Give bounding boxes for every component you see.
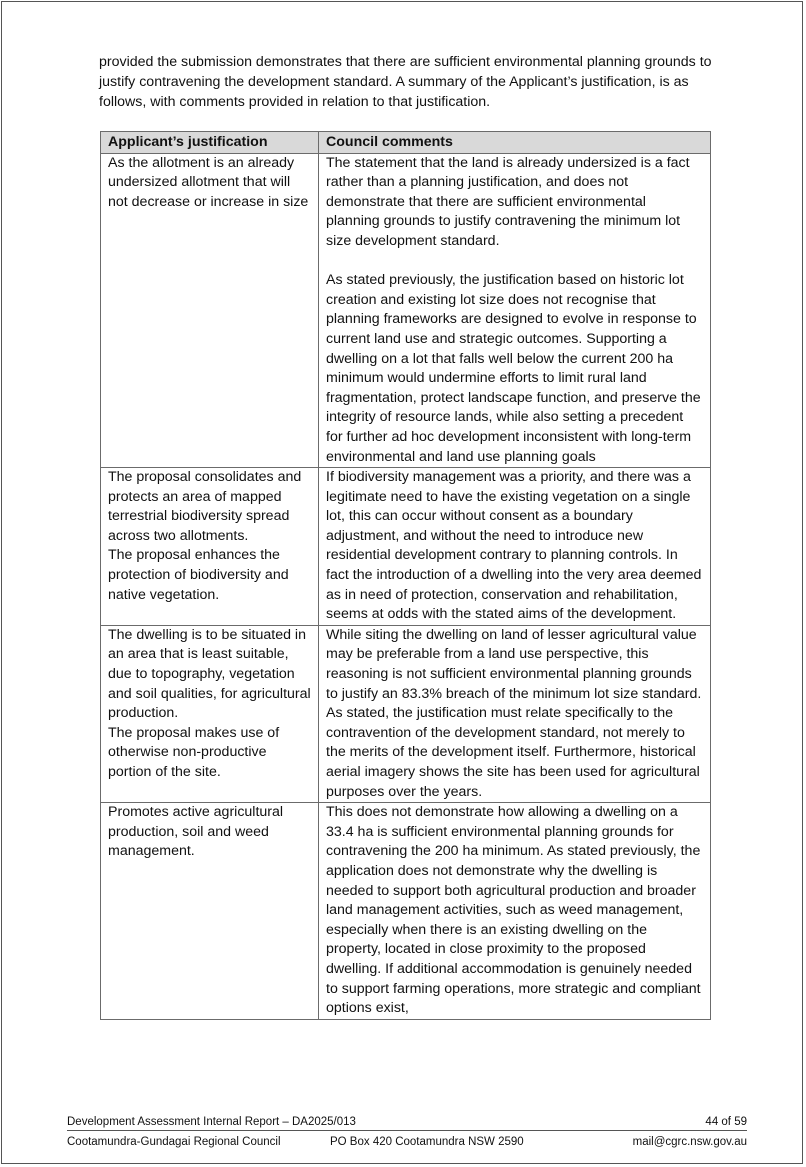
- comment-text: As stated previously, the justification based on historic lot creation and existing lot size does not recognise that planning frameworks are designed to evolve in response to current land use and strategic outcomes. Supporting a dwelling on a lot that falls well below the current 200 ha minimum would undermine efforts to limit rural land fragmentation, protect landscape function, and preserve the integrity of resource lands, while also setting a precedent for further ad hoc development inconsistent with long-term environmental and land use planning goals: [326, 272, 701, 465]
- table-row: [101, 625, 711, 802]
- comment-text: The statement that the land is already undersized is a fact rather than a planning justification, and does not demonstrate that there are sufficient environmental planning grounds to justify contravening the minimum lot size development standard.: [326, 154, 690, 249]
- footer-divider: [67, 1130, 747, 1131]
- header-comments: Council comments: [319, 132, 711, 154]
- comment-text: This does not demonstrate how allowing a dwelling on a 33.4 ha is sufficient environmental planning grounds for contravening the 200 ha minimum. As stated previously, the application does not demonstrate why the dwelling is needed to support both agricultural production and broader land management activities, such as weed management, especially when there is an existing dwelling on the property, located in close proximity to the proposed dwelling. If additional accommodation is genuinely needed to support farming operations, more strategic and compliant options exist,: [326, 804, 701, 1017]
- justification-text: Promotes active agricultural production, soil and weed management.: [108, 804, 284, 860]
- footer-page-number: 44 of 59: [705, 1116, 747, 1128]
- table-header-row: [101, 132, 711, 154]
- footer-report-title: Development Assessment Internal Report – DA2025/013: [67, 1116, 356, 1128]
- comment-text: If biodiversity management was a priority, and there was a legitimate need to have the existing vegetation on a single lot, this can occur without consent as a boundary adjustment, and without the need to introduce new residential development contrary to planning controls. In fact the introduction of a dwelling into the very area deemed as in need of protection, conservation and rehabilitation, seems at odds with the stated aims of the development.: [326, 469, 702, 623]
- table-row: [101, 153, 711, 468]
- header-justification: Applicant’s justification: [101, 132, 319, 154]
- justification-text: The proposal consolidates and protects an area of mapped terrestrial biodiversity spread across two allotments.: [108, 469, 302, 544]
- document-page: [1, 1, 803, 1164]
- justification-cell: [101, 153, 319, 468]
- comment-text: While siting the dwelling on land of lesser agricultural value may be preferable from a land use perspective, this reasoning is not sufficient environmental planning grounds to justify an 83.3% breach of the minimum lot size standard. As stated, the justification must relate specifically to the contravention of the development standard, not merely to the merits of the development itself. Furthermore, historical aerial imagery shows the site has been used for agricultural purposes over the years.: [326, 626, 702, 800]
- justification-cell: [101, 803, 319, 1020]
- intro-paragraph: provided the submission demonstrates that there are sufficient environmental planning grounds to justify contravening the development standard. A summary of the Applicant’s justification, is as follows, with comments provided in relation to that justification.: [99, 54, 712, 110]
- comment-cell: [319, 803, 711, 1020]
- comment-cell: [319, 625, 711, 802]
- table-row: [101, 468, 711, 626]
- justification-text: As the allotment is an already undersized allotment that will not decrease or increase in size: [108, 154, 309, 210]
- justification-text: The proposal enhances the protection of biodiversity and native vegetation.: [108, 547, 289, 603]
- footer-address: PO Box 420 Cootamundra NSW 2590: [330, 1136, 524, 1148]
- justification-text: The dwelling is to be situated in an area that is least suitable, due to topography, vegetation and soil qualities, for agricultural production.: [108, 626, 311, 722]
- justification-cell: [101, 625, 319, 802]
- justification-cell: [101, 468, 319, 626]
- justification-text: The proposal makes use of otherwise non-productive portion of the site.: [108, 724, 280, 780]
- table-row: [101, 803, 711, 1020]
- justification-table: [100, 131, 711, 1020]
- comment-cell: [319, 468, 711, 626]
- footer-council-name: Cootamundra-Gundagai Regional Council: [67, 1136, 281, 1148]
- footer-email: mail@cgrc.nsw.gov.au: [632, 1136, 747, 1148]
- comment-cell: [319, 153, 711, 468]
